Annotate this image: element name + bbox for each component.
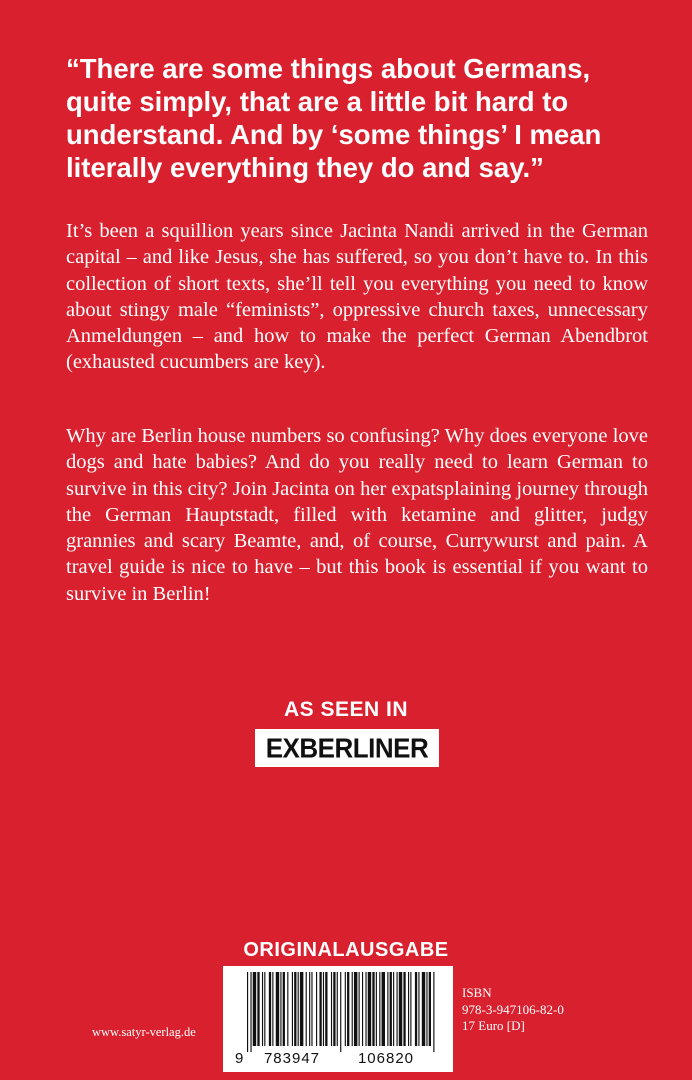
- book-price: 17 Euro [D]: [462, 1018, 525, 1033]
- blurb-paragraph-2: Why are Berlin house numbers so confusing? Why does everyone love dogs and hate babies? And do you really need to learn German to survive in this city? Join Jacinta on her expatsplaining journey through the German Hauptstadt, filled with ketamine and glitter, judgy grannies and scary Beamte, and, of course, Currywurst and pain. A travel guide is nice to have – but this book is essential if you want to survive in Berlin!: [66, 425, 648, 605]
- barcode-bar: [264, 972, 265, 1046]
- barcode-bar: [292, 972, 293, 1046]
- barcode-bar: [276, 972, 279, 1046]
- barcode-bar: [379, 972, 380, 1046]
- barcode-bar: [294, 972, 296, 1046]
- barcode-digits-right: 106820: [357, 1050, 415, 1067]
- barcode-bar: [269, 972, 271, 1046]
- barcode-bar: [403, 972, 405, 1046]
- barcode-bar: [376, 972, 377, 1046]
- barcode-bar: [272, 972, 273, 1046]
- barcode-bar: [280, 972, 281, 1046]
- barcode-bar: [382, 972, 385, 1046]
- barcode-bar: [393, 972, 394, 1046]
- barcode-bar: [283, 972, 285, 1046]
- barcode-bar: [359, 972, 360, 1046]
- barcode-bar: [300, 972, 303, 1046]
- barcode-bar: [347, 972, 349, 1046]
- barcode-bar: [433, 972, 434, 1052]
- back-cover-quote: “There are some things about Germans, quite simply, that are a little bit hard to understand. And by ‘some things’ I mean literally everything they do and say.”: [66, 53, 602, 183]
- barcode-graphic: [223, 966, 453, 1072]
- barcode-bar: [250, 972, 251, 1052]
- exberliner-logo-text: EXBERLINER: [265, 731, 429, 764]
- barcode-bar: [253, 972, 256, 1046]
- barcode-bar: [354, 972, 357, 1046]
- barcode-bar: [316, 972, 317, 1046]
- barcode-bar: [422, 972, 425, 1046]
- barcode-bar: [362, 972, 363, 1046]
- isbn-barcode: [223, 966, 453, 1072]
- barcode-bar: [345, 972, 346, 1046]
- barcode-bar: [418, 972, 419, 1046]
- barcode-bar: [247, 972, 248, 1052]
- barcode-bar: [397, 972, 398, 1046]
- isbn-label: ISBN: [462, 985, 492, 1000]
- barcode-bar: [331, 972, 332, 1046]
- edition-label: ORIGINALAUSGABE: [243, 939, 449, 961]
- barcode-bar: [257, 972, 259, 1046]
- barcode-bar: [368, 972, 371, 1046]
- barcode-bar: [319, 972, 321, 1046]
- barcode-bar: [309, 972, 310, 1046]
- barcode-bar: [408, 972, 409, 1046]
- isbn-info: [462, 985, 564, 1035]
- as-seen-in-label: AS SEEN IN: [283, 698, 409, 721]
- blurb-paragraph-1: It’s been a squillion years since Jacinta Nandi arrived in the German capital – and like Jesus, she has suffered, so you don’t have to. In this collection of short texts, she’ll tell you everything you need to know about stingy male “feminists”, oppressive church taxes, unnecessary Anmeldungen – and how to make the perfect German Abendbrot (exhausted cucumbers are key).: [66, 220, 648, 374]
- barcode-bar: [399, 972, 402, 1046]
- barcode-bar: [337, 972, 338, 1046]
- isbn-number: 978-3-947106-82-0: [462, 1001, 564, 1017]
- publisher-website: www.satyr-verlag.de: [92, 1025, 196, 1039]
- barcode-bar: [365, 972, 366, 1046]
- barcode-bar: [325, 972, 327, 1046]
- barcode-bar: [390, 972, 392, 1046]
- barcode-bar: [429, 972, 431, 1046]
- barcode-bar: [311, 972, 312, 1046]
- barcode-bar: [352, 972, 353, 1046]
- barcode-digit-lead: 9: [235, 1050, 244, 1067]
- barcode-bar: [323, 972, 324, 1046]
- exberliner-logo: [255, 729, 439, 767]
- barcode-digits-left: 783947: [263, 1050, 321, 1067]
- barcode-bar: [287, 972, 288, 1046]
- barcode-bar: [262, 972, 263, 1046]
- barcode-bar: [410, 972, 411, 1046]
- barcode-bar: [415, 972, 417, 1046]
- barcode-bars: [247, 972, 434, 1052]
- barcode-bar: [333, 972, 335, 1046]
- barcode-bar: [372, 972, 374, 1046]
- barcode-bar: [426, 972, 427, 1046]
- barcode-bar: [298, 972, 299, 1046]
- barcode-bar: [340, 972, 341, 1052]
- barcode-bar: [306, 972, 307, 1046]
- barcode-bar: [387, 972, 388, 1046]
